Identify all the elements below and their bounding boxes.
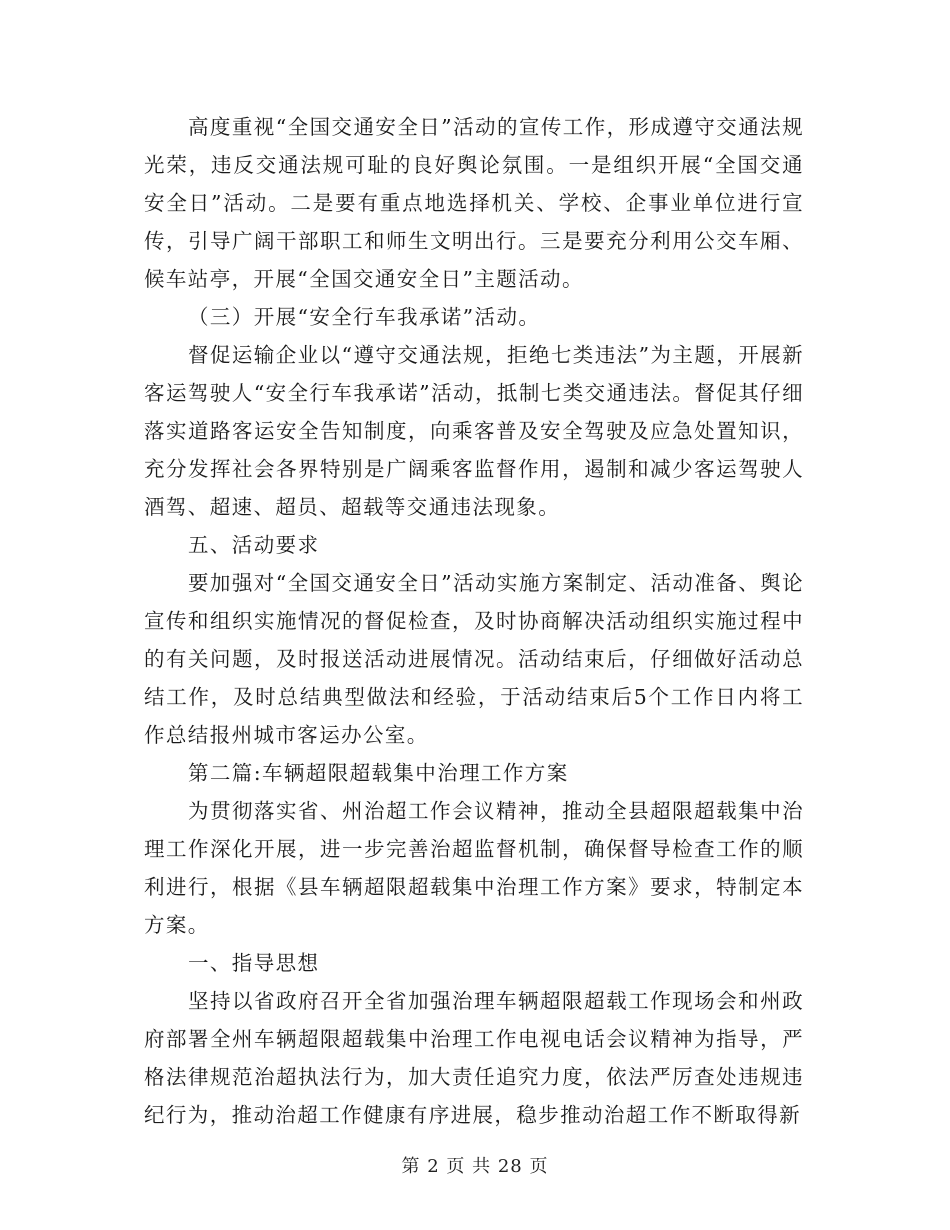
document-body <box>144 108 804 1134</box>
section-heading-activity-requirements: 五、活动要求 <box>188 533 320 557</box>
section-heading-safe-driving-pledge: （三）开展“安全行车我承诺”活动。 <box>188 305 541 329</box>
paragraph-plan-purpose: 为贯彻落实省、州治超工作会议精神，推动全县超限超载集中治理工作深化开展，进一步完善治超监督机制，确保督导检查工作的顺利进行，根据《县车辆超限超载集中治理工作方案》要求，特制定本方案。 <box>144 799 804 937</box>
paragraph-publicity: 高度重视“全国交通安全日”活动的宣传工作，形成遵守交通法规光荣，违反交通法规可耻的良好舆论氛围。一是组织开展“全国交通安全日”活动。二是要有重点地选择机关、学校、企事业单位进行宣传，引导广阔干部职工和师生文明出行。三是要充分利用公交车厢、候车站亭，开展“全国交通安全日”主题活动。 <box>144 115 804 291</box>
section-heading-guiding-ideology: 一、指导思想 <box>188 951 320 975</box>
chapter-heading-overload-plan: 第二篇:车辆超限超载集中治理工作方案 <box>188 761 569 785</box>
paragraph-guiding-ideology: 坚持以省政府召开全省加强治理车辆超限超载工作现场会和州政府部署全州车辆超限超载集中治理工作电视电话会议精神为指导，严格法律规范治超执法行为，加大责任追究力度，依法严厉查处违规违纪行为，推动治超工作健康有序进展，稳步推动治超工作不断取得新 <box>144 989 804 1127</box>
page-number-footer: 第 2 页 共 28 页 <box>401 1156 549 1177</box>
paragraph-transport-enterprises: 督促运输企业以“遵守交通法规，拒绝七类违法”为主题，开展新客运驾驶人“安全行车我承诺”活动，抵制七类交通违法。督促其仔细落实道路客运安全告知制度，向乘客普及安全驾驶及应急处置知识，充分发挥社会各界特别是广阔乘客监督作用，遏制和减少客运驾驶人酒驾、超速、超员、超载等交通违法现象。 <box>144 343 804 519</box>
paragraph-requirements: 要加强对“全国交通安全日”活动实施方案制定、活动准备、舆论宣传和组织实施情况的督促检查，及时协商解决活动组织实施过程中的有关问题，及时报送活动进展情况。活动结束后，仔细做好活动总结工作，及时总结典型做法和经验，于活动结束后5个工作日内将工作总结报州城市客运办公室。 <box>144 571 804 747</box>
